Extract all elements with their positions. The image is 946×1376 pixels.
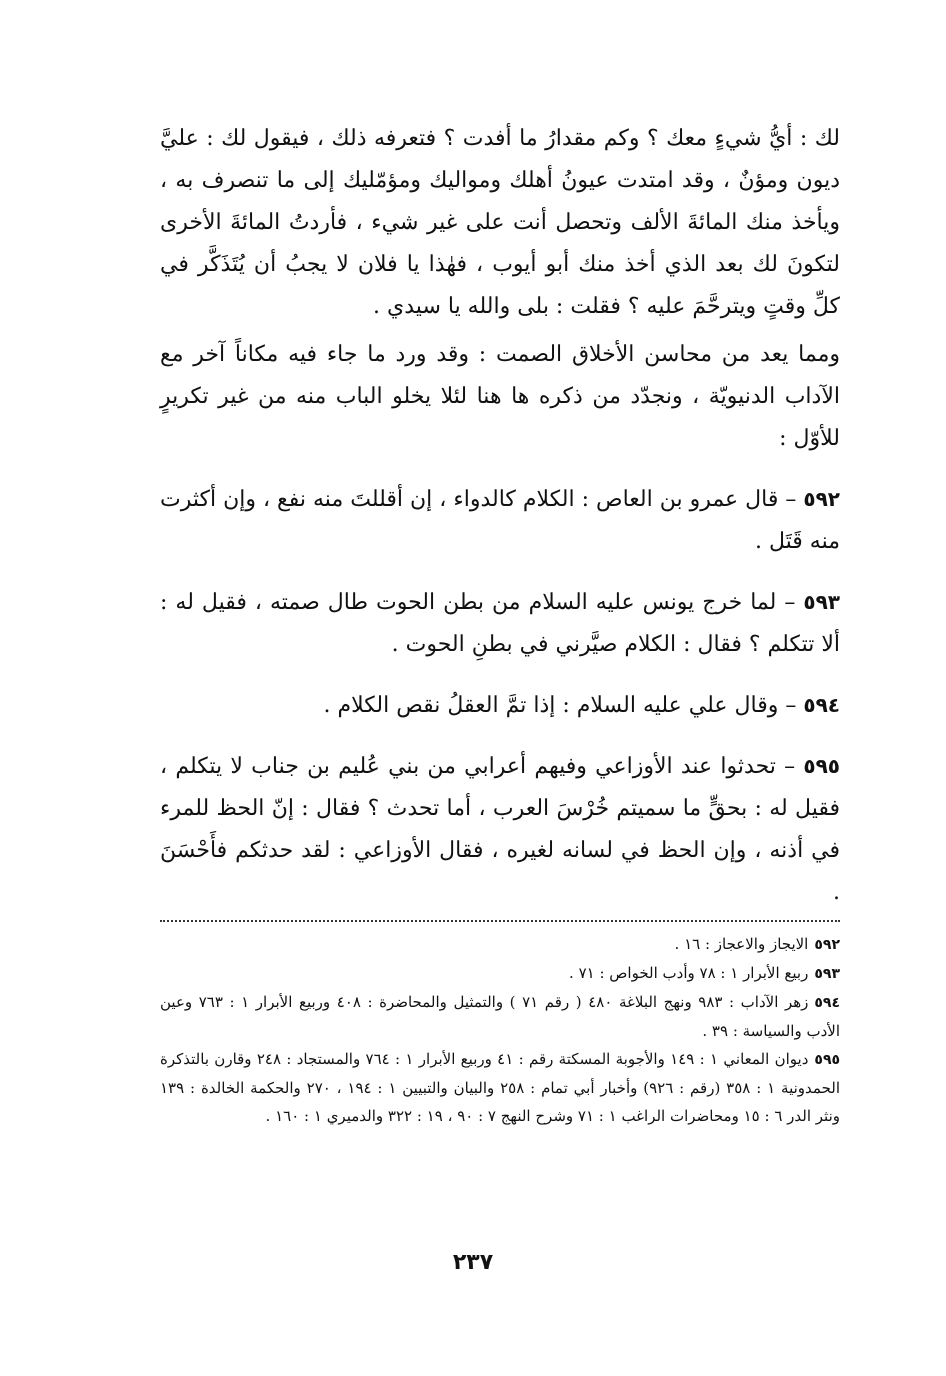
footnote-number: ٥٩٢	[814, 937, 840, 953]
page-body	[160, 118, 840, 1130]
footnote	[160, 930, 840, 959]
footnotes	[160, 930, 840, 1130]
entry-number: ٥٩٥	[803, 754, 840, 778]
footnote	[160, 959, 840, 988]
entry-text: – لما خرج يونس عليه السلام من بطن الحوت طال صمته ، فقيل له : ألا تتكلم ؟ فقال : الكلام صيَّرني في بطنِ الحوت .	[160, 590, 840, 657]
entry-text: – وقال علي عليه السلام : إذا تمَّ العقلُ نقص الكلام .	[323, 693, 797, 718]
footnote-number: ٥٩٣	[814, 966, 840, 982]
entry-number: ٥٩٣	[803, 590, 840, 614]
entry-593	[160, 581, 840, 666]
footnote-text: الايجاز والاعجاز : ١٦ .	[674, 935, 809, 953]
entry-number: ٥٩٤	[803, 693, 840, 717]
entry-text: – قال عمرو بن العاص : الكلام كالدواء ، إن أقللتَ منه نفع ، وإن أكثرت منه قَتَل .	[160, 487, 840, 554]
entry-592	[160, 478, 840, 563]
footnote-number: ٥٩٤	[814, 995, 841, 1011]
entry-594	[160, 684, 840, 727]
footnote-number: ٥٩٥	[814, 1052, 841, 1068]
paragraph-text: ومما يعد من محاسن الأخلاق الصمت : وقد ورد ما جاء فيه مكاناً آخر مع الآداب الدنيويّة ، ونجدّد من ذكره ها هنا لئلا يخلو الباب منه من غير تكريرٍ للأوّل :	[160, 342, 840, 451]
entry-paragraph	[160, 581, 840, 666]
entry-number: ٥٩٢	[803, 487, 840, 511]
page-number: ٢٣٧	[452, 1250, 494, 1275]
footnote-text: ربيع الأبرار ١ : ٧٨ وأدب الخواص : ٧١ .	[569, 964, 809, 982]
entry-text: – تحدثوا عند الأوزاعي وفيهم أعرابي من بني عُليم بن جناب لا يتكلم ، فقيل له : بحقٍّ ما سميتم خُرْسَ العرب ، أما تحدث ؟ فقال : إنّ الحظ للمرء في أذنه ، وإن الحظ في لسانه لغيره ، فقال الأوزاعي : لقد حدثكم فأَحْسَنَ .	[160, 754, 840, 905]
entry-paragraph	[160, 745, 840, 914]
footnote	[160, 1045, 840, 1130]
entry-595	[160, 745, 840, 914]
footnote	[160, 988, 840, 1045]
paragraph-text: لك : أيُّ شيءٍ معك ؟ وكم مقدارُ ما أفدت ؟ فتعرفه ذلك ، فيقول لك : عليَّ ديون ومؤنٌ ، وقد امتدت عيونُ أهلك ومواليك ومؤمّليك إلى ما تنصرف به ، ويأخذ منك المائةَ الألف وتحصل أنت على غير شيء ، فأردتُ المائةَ الأخرى لتكونَ لك بعد الذي أخذ منك أبو أيوب ، فهٰذا يا فلان لا يجبُ أن يُتَذَكَّر في كلِّ وقتٍ ويترحَّمَ عليه ؟ فقلت : بلى والله يا سيدي .	[160, 126, 841, 319]
footnote-divider	[160, 920, 840, 922]
footnote-text: زهر الآداب : ٩٨٣ ونهج البلاغة ٤٨٠ ( رقم ٧١ ) والتمثيل والمحاضرة : ٤٠٨ وربيع الأبرار ١ : ٧٦٣ وعين الأدب والسياسة : ٣٩ .	[160, 993, 840, 1040]
entry-paragraph	[160, 478, 840, 563]
intro-paragraph-2	[160, 334, 840, 460]
footnote-text: ديوان المعاني ١ : ١٤٩ والأجوبة المسكتة رقم : ٤١ وربيع الأبرار ١ : ٧٦٤ والمستجاد : ٢٤٨ وقارن بالتذكرة الحمدونية ١ : ٣٥٨ (رقم : ٩٢٦) وأخبار أبي تمام : ٢٥٨ والبيان والتبيين ١ : ١٩٤ ، ٢٧٠ والحكمة الخالدة : ١٣٩ ونثر الدر ٦ : ١٥ ومحاضرات الراغب ١ : ٧١ وشرح النهج ٧ : ٩٠ ، ١٩ : ٣٢٢ والدميري ١ : ١٦٠ .	[160, 1050, 840, 1125]
entry-paragraph	[160, 684, 840, 727]
intro-paragraph-1	[160, 118, 840, 328]
